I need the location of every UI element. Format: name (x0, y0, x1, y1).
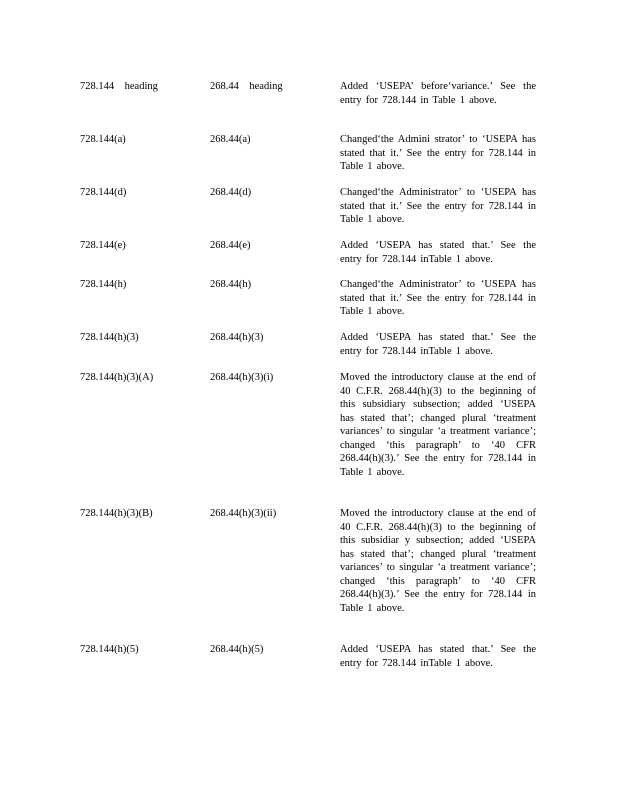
federal-section: 268.44(h) (210, 279, 252, 290)
federal-section: 268.44(d) (210, 187, 252, 198)
illinois-section: 728.144(e) (80, 240, 126, 251)
federal-section: 268.44(h)(3) (210, 332, 264, 343)
change-description: Changed‘the Administrator’ to ‘USEPA has stated that it.’ See the entry for 728.144 in Table 1 above. (340, 187, 536, 225)
change-description: Changed‘the Admini strator’ to ‘USEPA has stated that it.’ See the entry for 728.144 in Table 1 above. (340, 134, 536, 172)
illinois-section: 728.144(h) (80, 279, 127, 290)
change-description: Moved the introductory clause at the end of 40 C.F.R. 268.44(h)(3) to the beginning of this subsidiar y subsection; added ‘USEPA has stated that’; changed plural ‘treatment variances’ to singular ‘a treatment variance’; changed ‘this paragraph’ to ‘40 CFR 268.44(h)(3).’ See the entry for 728.144 in Table 1 above. (340, 508, 536, 614)
change-description: Added ‘USEPA has stated that.’ See the entry for 728.144 inTable 1 above. (340, 644, 536, 669)
federal-section: 268.44(a) (210, 134, 251, 145)
federal-section: 268.44(h)(3)(i) (210, 372, 274, 383)
change-description: Added ‘USEPA has stated that.’ See the entry for 728.144 inTable 1 above. (340, 240, 536, 265)
illinois-section: 728.144(h)(3) (80, 332, 139, 343)
federal-section: 268.44(e) (210, 240, 251, 251)
illinois-section: 728.144(h)(3)(A) (80, 372, 154, 383)
change-description: Moved the introductory clause at the end of 40 C.F.R. 268.44(h)(3) to the beginning of this subsidiary subsection; added ‘USEPA has stated that’; changed plural ‘treatment variances’ to singular ‘a treatment variance’; changed ‘this paragraph’ to ‘40 CFR 268.44(h)(3).’ See the entry for 728.144 in Table 1 above. (340, 372, 536, 478)
change-description: Changed‘the Administrator’ to ‘USEPA has stated that it.’ See the entry for 728.144 in Table 1 above. (340, 279, 536, 317)
federal-section: 268.44(h)(5) (210, 644, 264, 655)
federal-section: 268.44 heading (210, 81, 283, 92)
change-description: Added ‘USEPA’ before‘variance.’ See the entry for 728.144 in Table 1 above. (340, 81, 536, 106)
illinois-section: 728.144(h)(5) (80, 644, 139, 655)
federal-section: 268.44(h)(3)(ii) (210, 508, 277, 519)
illinois-section: 728.144(a) (80, 134, 126, 145)
illinois-section: 728.144(d) (80, 187, 127, 198)
change-description: Added ‘USEPA has stated that.’ See the entry for 728.144 inTable 1 above. (340, 332, 536, 357)
illinois-section: 728.144 heading (80, 81, 158, 92)
illinois-section: 728.144(h)(3)(B) (80, 508, 153, 519)
